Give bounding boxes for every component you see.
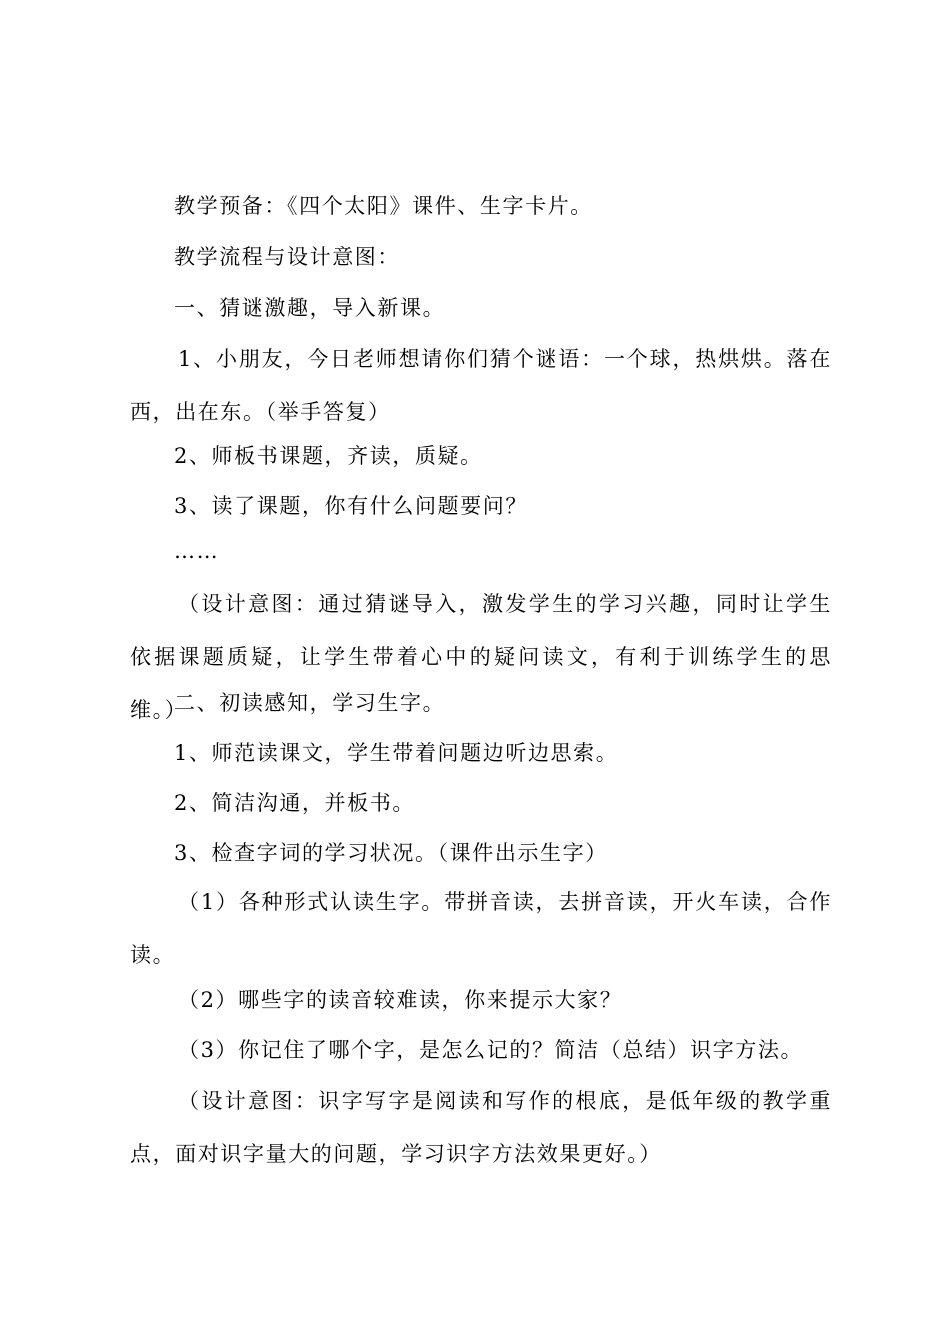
paragraph-ellipsis: …… [174, 539, 220, 563]
paragraph-item-3: （3）你记住了哪个字，是怎么记的？简洁（总结）识字方法。 [178, 1038, 804, 1062]
paragraph-process-heading: 教学流程与设计意图： [174, 245, 400, 269]
paragraph-item-1: （1）各种形式认读生字。带拼音读，去拼音读，开火车读，合作读。 [130, 890, 832, 967]
section-heading-1: 一、猜谜激趣，导入新课。 [174, 296, 446, 320]
section-heading-2: 二、初读感知，学习生字。 [174, 691, 446, 715]
paragraph-step-3: 3、读了课题，你有什么问题要问？ [174, 494, 528, 518]
paragraph-design-intent-1: （设计意图：通过猜谜导入，激发学生的学习兴趣，同时让学生依据课题质疑，让学生带着心中的疑问读文，有利于训练学生的思维。） [130, 592, 832, 722]
paragraph-teaching-prep: 教学预备：《四个太阳》课件、生字卡片。 [174, 194, 593, 218]
paragraph-design-intent-2: （设计意图：识字写字是阅读和写作的根底，是低年级的教学重点，面对识字量大的问题，学习识字方法效果更好。） [130, 1089, 832, 1166]
paragraph-communication: 2、简洁沟通，并板书。 [174, 791, 415, 815]
paragraph-model-reading: 1、师范读课文，学生带着问题边听边思索。 [174, 741, 619, 765]
paragraph-step-2: 2、师板书课题，齐读，质疑。 [174, 444, 483, 468]
paragraph-riddle: 1、小朋友，今日老师想请你们猜个谜语：一个球，热烘烘。落在西，出在东。（举手答复） [130, 347, 832, 424]
paragraph-check-words: 3、检查字词的学习状况。（课件出示生字） [174, 841, 608, 865]
paragraph-item-2: （2）哪些字的读音较难读，你来提示大家？ [178, 988, 623, 1012]
